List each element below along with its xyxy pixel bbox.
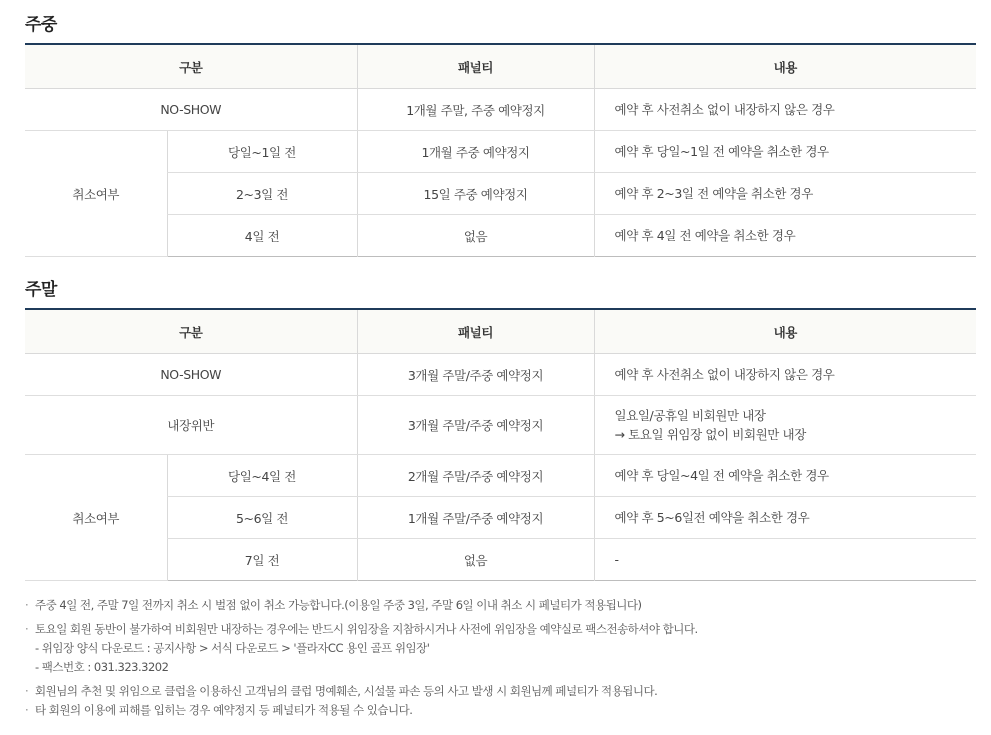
header-penalty: 패널티: [357, 309, 594, 354]
cancel-when: 7일 전: [167, 539, 357, 581]
violation-content-line1: 일요일/공휴일 비회원만 내장: [614, 408, 766, 423]
weekend-section-title: 주말: [25, 280, 57, 300]
bullet-icon: ·: [25, 703, 29, 717]
table-row: [25, 455, 976, 497]
note-item: [25, 682, 698, 701]
weekday-penalty-table: [25, 43, 976, 257]
note-item: [25, 620, 698, 677]
cancel-penalty: 15일 주중 예약정지: [357, 173, 594, 215]
cancel-content: 예약 후 당일~4일 전 예약을 취소한 경우: [594, 455, 976, 497]
table-row: [25, 173, 976, 215]
violation-content: [594, 396, 976, 455]
cancel-content: -: [594, 539, 976, 581]
note-item: [25, 596, 698, 615]
table-header-row: [25, 309, 976, 354]
note-text: 타 회원의 이용에 피해를 입히는 경우 예약정지 등 페널티가 적용될 수 있습니다.: [35, 703, 413, 717]
cancel-penalty: 없음: [357, 215, 594, 257]
cancel-penalty: 없음: [357, 539, 594, 581]
header-penalty: 패널티: [357, 44, 594, 89]
cancel-content: 예약 후 4일 전 예약을 취소한 경우: [594, 215, 976, 257]
noshow-label: NO-SHOW: [25, 354, 357, 396]
note-text: 주중 4일 전, 주말 7일 전까지 취소 시 벌점 없이 취소 가능합니다.(이용일 주중 3일, 주말 6일 이내 취소 시 페널티가 적용됩니다): [35, 598, 642, 612]
bullet-icon: ·: [25, 622, 29, 636]
cancel-content: 예약 후 당일~1일 전 예약을 취소한 경우: [594, 131, 976, 173]
note-text: 토요일 회원 동반이 불가하여 비회원만 내장하는 경우에는 반드시 위임장을 지참하시거나 사전에 위임장을 예약실로 팩스전송하셔야 합니다.: [35, 622, 698, 636]
table-row: [25, 215, 976, 257]
note-subtext-form-download: - 위임장 양식 다운로드 : 공지사항 > 서식 다운로드 > '플라자CC 용인 골프 위임장': [35, 641, 430, 655]
noshow-label: NO-SHOW: [25, 89, 357, 131]
cancel-when: 2~3일 전: [167, 173, 357, 215]
violation-content-line2: → 토요일 위임장 없이 비회원만 내장: [614, 427, 806, 442]
noshow-penalty: 3개월 주말/주중 예약정지: [357, 354, 594, 396]
table-row: [25, 131, 976, 173]
header-category: 구분: [25, 44, 357, 89]
weekend-penalty-table: [25, 308, 976, 581]
bullet-icon: ·: [25, 684, 29, 698]
violation-penalty: 3개월 주말/주중 예약정지: [357, 396, 594, 455]
notes-list: [25, 596, 698, 720]
noshow-content: 예약 후 사전취소 없이 내장하지 않은 경우: [594, 354, 976, 396]
table-row: [25, 396, 976, 455]
cancel-penalty: 1개월 주중 예약정지: [357, 131, 594, 173]
note-subtext-fax: - 팩스번호 : 031.323.3202: [35, 660, 169, 674]
cancel-when: 당일~1일 전: [167, 131, 357, 173]
weekday-section-title: 주중: [25, 15, 57, 35]
table-row: [25, 497, 976, 539]
cancel-content: 예약 후 5~6일전 예약을 취소한 경우: [594, 497, 976, 539]
note-item: [25, 701, 698, 720]
cancel-penalty: 2개월 주말/주중 예약정지: [357, 455, 594, 497]
cancel-content: 예약 후 2~3일 전 예약을 취소한 경우: [594, 173, 976, 215]
cancel-when: 당일~4일 전: [167, 455, 357, 497]
table-row: [25, 354, 976, 396]
cancel-group-label: 취소여부: [25, 455, 167, 581]
note-text: 회원님의 추천 및 위임으로 클럽을 이용하신 고객님의 클럽 명예훼손, 시설물 파손 등의 사고 발생 시 회원님께 페널티가 적용됩니다.: [35, 684, 658, 698]
header-content: 내용: [594, 309, 976, 354]
cancel-group-label: 취소여부: [25, 131, 167, 257]
header-category: 구분: [25, 309, 357, 354]
cancel-when: 5~6일 전: [167, 497, 357, 539]
cancel-penalty: 1개월 주말/주중 예약정지: [357, 497, 594, 539]
bullet-icon: ·: [25, 598, 29, 612]
cancel-when: 4일 전: [167, 215, 357, 257]
noshow-content: 예약 후 사전취소 없이 내장하지 않은 경우: [594, 89, 976, 131]
table-row: [25, 539, 976, 581]
noshow-penalty: 1개월 주말, 주중 예약정지: [357, 89, 594, 131]
header-content: 내용: [594, 44, 976, 89]
violation-label: 내장위반: [25, 396, 357, 455]
table-header-row: [25, 44, 976, 89]
table-row: [25, 89, 976, 131]
